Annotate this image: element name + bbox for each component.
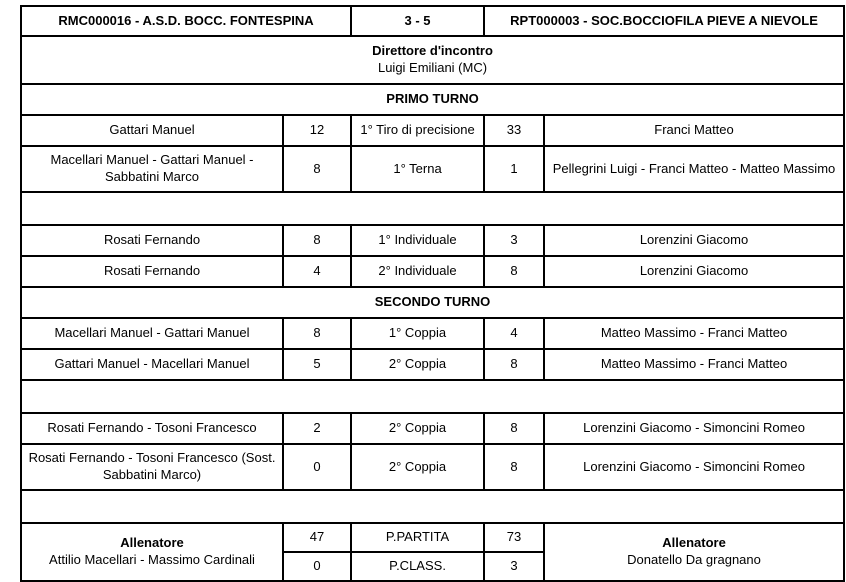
match-row — [21, 349, 844, 380]
home-coach-title: Allenatore — [120, 535, 184, 551]
event-name: 1° Individuale — [351, 225, 484, 256]
event-name: 2° Coppia — [351, 444, 484, 490]
score-table — [20, 5, 845, 582]
home-players: Gattari Manuel — [21, 115, 283, 146]
match-row — [21, 318, 844, 349]
away-score: 4 — [484, 318, 544, 349]
home-score: 2 — [283, 413, 351, 444]
away-players: Franci Matteo — [544, 115, 844, 146]
away-coach-cell — [544, 523, 844, 581]
home-score: 4 — [283, 256, 351, 287]
match-row — [21, 115, 844, 146]
spacer-row — [21, 192, 844, 225]
away-coach-name: Donatello Da gragnano — [627, 552, 761, 567]
away-score: 3 — [484, 225, 544, 256]
away-players: Lorenzini Giacomo - Simoncini Romeo — [544, 413, 844, 444]
away-players: Pellegrini Luigi - Franci Matteo - Matteo Massimo — [544, 146, 844, 192]
section-row-secondo-turno — [21, 287, 844, 318]
home-score: 5 — [283, 349, 351, 380]
home-players: Gattari Manuel - Macellari Manuel — [21, 349, 283, 380]
away-coach-title: Allenatore — [662, 535, 726, 551]
home-players: Rosati Fernando - Tosoni Francesco (Sost. Sabbatini Marco) — [21, 444, 283, 490]
home-players: Macellari Manuel - Gattari Manuel — [21, 318, 283, 349]
spacer-row — [21, 490, 844, 523]
home-score: 12 — [283, 115, 351, 146]
total-label: P.PARTITA — [351, 523, 484, 552]
director-title: Direttore d'incontro — [372, 43, 493, 59]
away-players: Matteo Massimo - Franci Matteo — [544, 318, 844, 349]
away-class-points: 3 — [484, 552, 544, 581]
spacer-cell — [21, 380, 844, 413]
away-players: Lorenzini Giacomo - Simoncini Romeo — [544, 444, 844, 490]
away-total-points: 73 — [484, 523, 544, 552]
home-score: 8 — [283, 146, 351, 192]
event-name: 1° Coppia — [351, 318, 484, 349]
director-row — [21, 36, 844, 84]
match-row — [21, 256, 844, 287]
home-players: Rosati Fernando — [21, 225, 283, 256]
event-name: 2° Coppia — [351, 349, 484, 380]
match-row — [21, 413, 844, 444]
home-coach-cell — [21, 523, 283, 581]
section-row-primo-turno — [21, 84, 844, 115]
event-name: 1° Tiro di precisione — [351, 115, 484, 146]
home-players: Rosati Fernando — [21, 256, 283, 287]
home-players: Macellari Manuel - Gattari Manuel - Sabbatini Marco — [21, 146, 283, 192]
event-name: 2° Individuale — [351, 256, 484, 287]
home-players: Rosati Fernando - Tosoni Francesco — [21, 413, 283, 444]
away-club-name: RPT000003 - SOC.BOCCIOFILA PIEVE A NIEVOLE — [484, 6, 844, 36]
class-label: P.CLASS. — [351, 552, 484, 581]
match-score: 3 - 5 — [351, 6, 484, 36]
director-cell — [21, 36, 844, 84]
spacer-cell — [21, 490, 844, 523]
away-players: Lorenzini Giacomo — [544, 225, 844, 256]
spacer-cell — [21, 192, 844, 225]
away-score: 8 — [484, 256, 544, 287]
header-row — [21, 6, 844, 36]
away-score: 8 — [484, 444, 544, 490]
match-row — [21, 444, 844, 490]
home-class-points: 0 — [283, 552, 351, 581]
home-score: 0 — [283, 444, 351, 490]
home-total-points: 47 — [283, 523, 351, 552]
home-club-name: RMC000016 - A.S.D. BOCC. FONTESPINA — [21, 6, 351, 36]
match-row — [21, 146, 844, 192]
event-name: 2° Coppia — [351, 413, 484, 444]
spacer-row — [21, 380, 844, 413]
match-report-sheet — [20, 5, 843, 582]
totals-row — [21, 523, 844, 552]
away-players: Lorenzini Giacomo — [544, 256, 844, 287]
home-score: 8 — [283, 318, 351, 349]
match-row — [21, 225, 844, 256]
home-score: 8 — [283, 225, 351, 256]
away-score: 1 — [484, 146, 544, 192]
section-title: SECONDO TURNO — [21, 287, 844, 318]
section-title: PRIMO TURNO — [21, 84, 844, 115]
away-score: 8 — [484, 413, 544, 444]
event-name: 1° Terna — [351, 146, 484, 192]
away-score: 33 — [484, 115, 544, 146]
director-name: Luigi Emiliani (MC) — [377, 60, 488, 75]
home-coach-name: Attilio Macellari - Massimo Cardinali — [49, 552, 255, 567]
away-players: Matteo Massimo - Franci Matteo — [544, 349, 844, 380]
away-score: 8 — [484, 349, 544, 380]
